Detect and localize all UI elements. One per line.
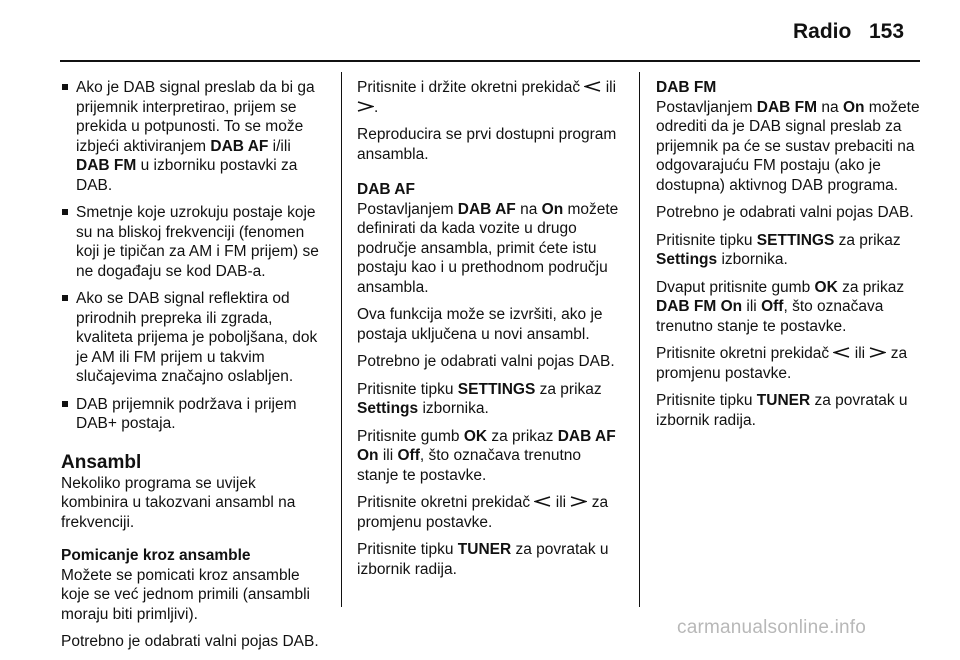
knob-instruction: Pritisnite okretni prekidač ili za promjenu postavke.	[357, 494, 609, 531]
column-divider-2	[639, 72, 640, 607]
band-text: Potrebno je odabrati valni pojas DAB.	[357, 353, 615, 371]
rotary-right-icon	[869, 344, 886, 364]
settings-instruction: Pritisnite tipku SETTINGS za prikaz Settings izbornika.	[357, 380, 602, 418]
first-program-text: Reproducira se prvi dostupni program ansambla.	[357, 126, 617, 163]
column-1	[61, 78, 327, 660]
settings-instruction: Pritisnite tipku SETTINGS za prikaz Settings izbornika.	[656, 231, 901, 268]
header-divider	[60, 60, 920, 62]
function-text: Ova funkcija može se izvršiti, ako je postaja uključena u novi ansambl.	[357, 306, 603, 343]
hold-instruction: Pritisnite i držite okretni prekidač ili .	[357, 79, 617, 116]
column-divider-1	[341, 72, 342, 607]
scroll-text: Možete se pomicati kroz ansamble koje se već jednom primili (ansambli moraju biti primljivi).	[61, 566, 310, 623]
ok-instruction: Pritisnite gumb OK za prikaz DAB AF On ili Off, što označava trenutno stanje te postavke.	[357, 427, 616, 484]
list-item: Ako se DAB signal reflektira od prirodnih prepreka ili zgrada, kvaliteta prijema je poboljšana, dok je AM ili FM prijem u takvim slučajevima značajno oslabljen.	[61, 289, 327, 387]
rotary-right-icon	[570, 493, 587, 513]
section-title: Radio	[793, 20, 852, 43]
list-item: DAB prijemnik podržava i prijem DAB+ postaja.	[61, 395, 327, 434]
rotary-left-icon	[584, 78, 601, 98]
list-item: Smetnje koje uzrokuju postaje koje su na bliskoj frekvenciji (fenomen koji je tipičan za AM i FM prijem) se ne događaju se kod DAB-a.	[61, 203, 327, 281]
rotary-right-icon	[357, 98, 374, 118]
tuner-instruction: Pritisnite tipku TUNER za povratak u izbornik radija.	[357, 541, 609, 578]
ensemble-text: Nekoliko programa se uvijek kombinira u takozvani ansambl na frekvenciji.	[61, 474, 296, 531]
tuner-instruction: Pritisnite tipku TUNER za povratak u izbornik radija.	[656, 392, 908, 429]
ensemble-heading: Ansambl	[61, 451, 142, 473]
dab-af-heading: DAB AF	[357, 181, 415, 199]
page-number: 153	[869, 20, 905, 43]
band-text: Potrebno je odabrati valni pojas DAB.	[656, 204, 914, 221]
dab-af-text: Postavljanjem DAB AF na On možete definirati da kada vozite u drugo područje ansambla, primit ćete istu postaju kao i u prethodnom području ansambla.	[357, 200, 619, 296]
rotary-left-icon	[534, 493, 551, 513]
ok-instruction: Dvaput pritisnite gumb OK za prikaz DAB FM On ili Off, što označava trenutno stanje te postavke.	[656, 278, 905, 335]
scroll-heading: Pomicanje kroz ansamble	[61, 547, 251, 564]
list-item: Ako je DAB signal preslab da bi ga prijemnik interpretirao, prijem se prekida u potpunosti. To se može izbjeći aktiviranjem DAB AF i/ili DAB FM u izborniku postavki za DAB.	[61, 78, 327, 195]
rotary-left-icon	[833, 344, 850, 364]
knob-instruction: Pritisnite okretni prekidač ili za promjenu postavke.	[656, 345, 908, 382]
column-3	[656, 78, 922, 438]
column-2	[357, 78, 625, 587]
watermark: carmanualsonline.info	[677, 617, 867, 638]
dab-fm-heading: DAB FM	[656, 79, 717, 96]
dab-fm-text: Postavljanjem DAB FM na On možete odrediti da je DAB signal preslab za prijemnik pa će se sustav prebaciti na odgovarajuću FM postaju (ako je dostupna) aktivnog DAB programa.	[656, 98, 920, 194]
band-text: Potrebno je odabrati valni pojas DAB.	[61, 633, 319, 650]
